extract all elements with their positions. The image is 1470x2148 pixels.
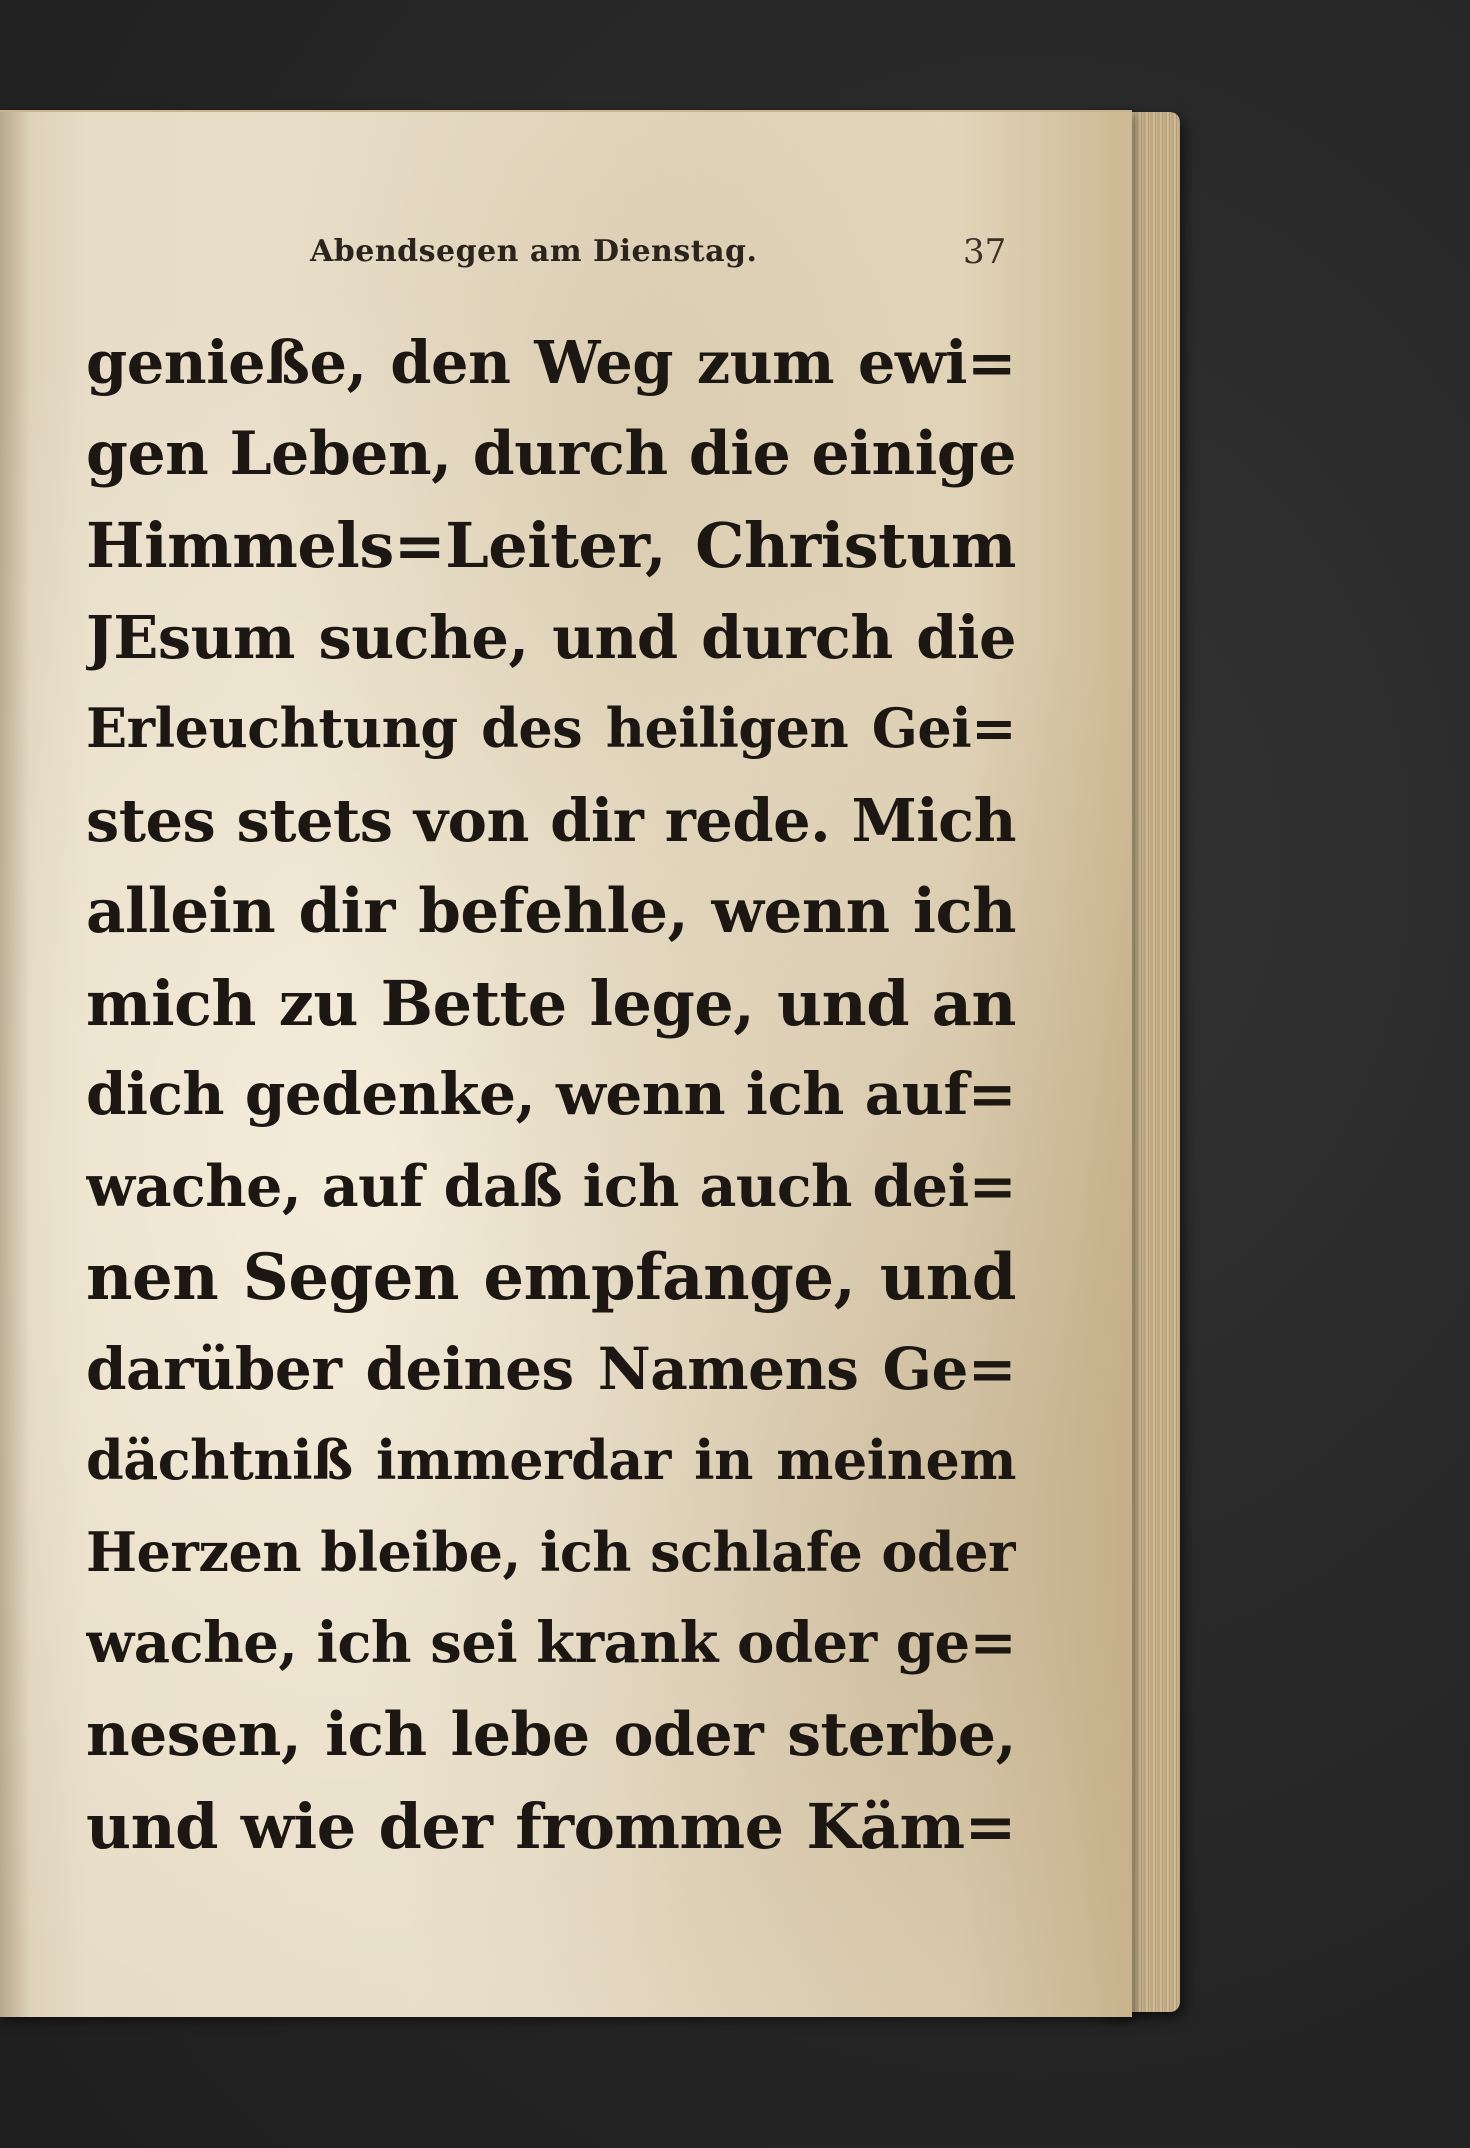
text-line: nen Segen empfange, und (86, 1240, 1016, 1315)
text-line: nesen, ich lebe oder sterbe, (86, 1699, 1016, 1770)
text-line: dich gedenke, wenn ich auf= (86, 1060, 1016, 1128)
text-line: wache, ich sei krank oder ge= (86, 1610, 1016, 1676)
text-line: Himmels=Leiter, Christum (86, 509, 1016, 582)
body-text (86, 317, 1016, 1873)
text-line: genieße, den Weg zum ewi= (86, 328, 1016, 397)
book-page (0, 110, 1132, 2017)
text-line: allein dir befehle, wenn ich (86, 876, 1016, 947)
text-line: mich zu Bette lege, und an (86, 966, 1016, 1040)
text-line: wache, auf daß ich auch dei= (86, 1152, 1016, 1220)
text-line: gen Leben, durch die einige (86, 418, 1016, 489)
text-line: darüber deines Namens Ge= (86, 1334, 1016, 1403)
text-line: und wie der fromme Käm= (86, 1790, 1016, 1863)
text-line: dächtniß immerdar in meinem (86, 1428, 1016, 1492)
running-title: Abendsegen am Dienstag. (310, 234, 758, 269)
text-line: Herzen bleibe, ich schlafe oder (86, 1519, 1016, 1584)
running-head (0, 234, 1132, 274)
page-number: 37 (963, 232, 1007, 272)
text-line: stes stets von dir rede. Mich (86, 785, 1016, 855)
text-line: JEsum suche, und durch die (86, 602, 1016, 672)
text-line: Erleuchtung des heiligen Gei= (86, 696, 1016, 760)
